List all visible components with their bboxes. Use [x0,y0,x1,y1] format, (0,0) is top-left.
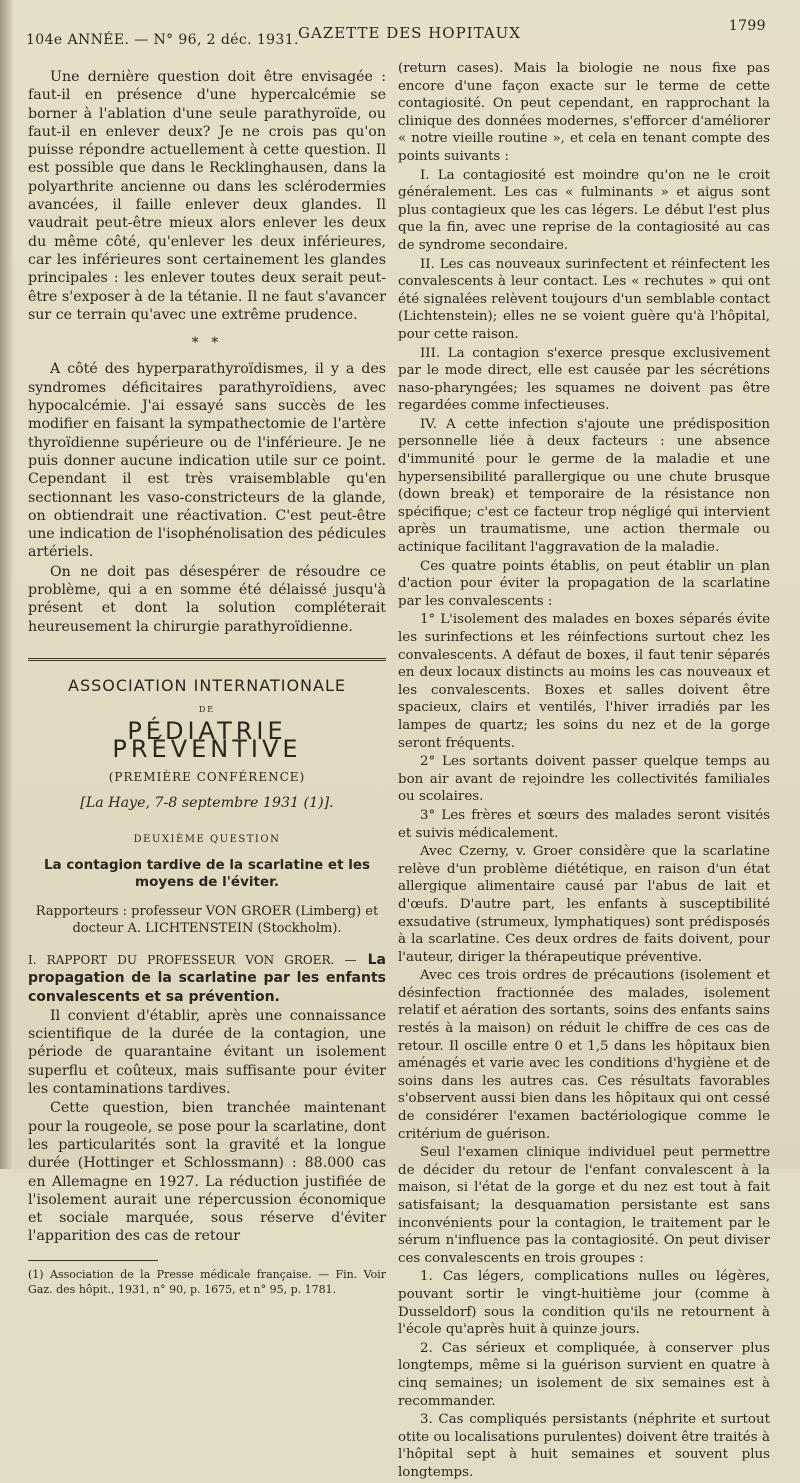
paragraph: Une dernière question doit être envisagée : faut-il en présence d'une hypercalcémie se borner à l'ablation d'une seule parathyroïde, ou faut-il en enlever deux? Je ne crois pas qu'on puisse répondre actuellement à cette question. Il est possible que dans le Recklinghausen, dans la polyarthrite ancienne ou dans les sclérodermies avancées, il faille enlever deux glandes. Il vaudrait peut-être mieux alors enlever les deux du même côté, qu'enlever les deux inférieures, car les inférieures sont certainement les glandes principales : les enlever toutes deux serait peut-être s'exposer à de la tétanie. Il ne faut s'avancer sur ce terrain qu'avec une extrême prudence. [28,69,386,323]
paragraph: Avec ces trois ordres de précautions (isolement et désinfection fractionnée des malades, isolement relatif et aération des sortants, soins des enfants sains restés à la maison) on réduit le chiffre de ces cas de retour. Il oscille entre 0 et 1,5 dans les hôpitaux bien aménagés et varie avec les conditions d'hygiène et de soins dans les autres cas. Ces résultats favorables s'observent aussi bien dans les hôpitaux qui ont cessé de considérer l'examen bactériologique comme le critérium de guérison. [398,968,770,1142]
footnote-rule [28,1260,158,1261]
paragraph: Seul l'examen clinique individuel peut permettre de décider du retour de l'enfant convalescent à la maison, si l'état de la gorge et du nez est tout à fait satisfaisant; la desquamation persistante est sans inconvénients pour la contagion, le traitement par le sérum n'influence pas la contagiosité. On peut diviser ces convalescents en trois groupes : [398,1145,770,1266]
section-lead: I. RAPPORT DU PROFESSEUR VON GROER. — [28,952,357,967]
paragraph: II. Les cas nouveaux surinfectent et réinfectent les convalescents à leur contact. Les « rechutes » qui ont été signalées relèvent toujours d'un semblable contact (Lichtenstein); elles ne se voient guère qu'à l'hôpital, pour cette raison. [398,256,770,342]
paragraph: Cette question, bien tranchée maintenant pour la rougeole, se pose pour la scarlatine, dont les particularités sont la gravité et la longue durée (Hottinger et Schlossmann) : 88.000 cas en Allemagne en 1927. La réduction justifiée de l'isolement aurait une répercussion économique et sociale marquée, sous réserve d'éviter l'apparition des cas de retour [28,1100,386,1245]
paragraph: Ces quatre points établis, on peut établir un plan d'action pour éviter la propagation de la scarlatine par les convalescents : [398,558,770,609]
reporters: Rapporteurs : professeur VON GROER (Limberg) et docteur A. LICHTENSTEIN (Stockholm). [35,903,379,936]
paragraph: 1° L'isolement des malades en boxes séparés évite les surinfections et les réinfections surtout chez les convalescents. A défaut de boxes, il faut tenir séparés en deux locaux distincts au moins les cas nouveaux et les convalescents. Boxes et salles doivent être spacieux, clairs et ventilés, l'hiver irradiés par les lampes de quartz; les soins du nez et de la gorge seront fréquents. [398,612,770,751]
conference-place: [La Haye, 7-8 septembre 1931 (1)]. [80,795,334,812]
association-big-title: PÉDIATRIE PRÉVENTIVE [112,716,302,763]
section-title: La propagation de la scarlatine par les enfants convalescents et sa prévention. [28,951,386,1005]
question-label: DEUXIÈME QUESTION [133,833,281,845]
paragraph: III. La contagion s'exerce presque exclusivement par le mode direct, elle est causée par les sécrétions naso-pharyngées; les squames ne doivent pas être regardées comme infectieuses. [398,345,770,414]
double-rule [28,658,386,661]
association-de: DE [198,705,216,715]
paragraph: On ne doit pas désespérer de résoudre ce problème, qui a en somme été délaissé jusqu'à présent et dont la solution compléterait heureusement la chirurgie parathyroïdienne. [28,563,386,635]
paragraph: IV. A cette infection s'ajoute une prédisposition personnelle liée à deux facteurs : une absence d'immunité pour le germe de la maladie et une hypersensibilité parallergique ou une chute brusque (down break) et temporaire de la résistance non spécifique; c'est ce facteur trop négligé qui intervient après un traumatisme, une action thermale ou actinique facilitant l'aggravation de la maladie. [398,416,770,556]
left-column [28,68,386,1297]
journal-title: GAZETTE DES HOPITAUX [298,24,521,42]
paragraph: Avec Czerny, v. Groer considère que la scarlatine relève d'un problème diététique, en raison d'un état allergique alimentaire causé par l'abus de lait et d'œufs. D'autre part, les enfants à susceptibilité exsudative (strumeux, lymphatiques) sont prédisposés à la scarlatine. Ces deux ordres de faits doivent, pour l'auteur, diriger la thérapeutique préventive. [398,844,770,965]
paragraph: 3° Les frères et sœurs des malades seront visités et suivis médicalement. [398,807,770,841]
page-binding-shadow [0,0,14,1169]
paragraph: Il convient d'établir, après une connaissance scientifique de la durée de la contagion, une période de quarantaine évitant un isolement superflu et coûteux, mais suffisante pour éviter les contaminations tardives. [28,1007,386,1098]
association-title: ASSOCIATION INTERNATIONALE [68,675,346,695]
paragraph: I. La contagiosité est moindre qu'on ne le croit généralement. Les cas « fulminants » et aigus sont plus contagieux que les cas légers. Le début l'est plus que la fin, avec une reprise de la contagiosité au cas de syndrome secondaire. [398,167,770,253]
paragraph: 1. Cas légers, complications nulles ou légères, pouvant sortir le vingt-huitième jour (comme à Dusseldorf) sous la condition qu'ils ne retournent à l'école qu'après huit à quinze jours. [398,1269,770,1338]
paragraph: 2° Les sortants doivent passer quelque temps au bon air avant de rejoindre les collectivités familiales ou scolaires. [398,754,770,805]
issue-info: 104e ANNÉE. — N° 96, 2 déc. 1931. [26,32,299,48]
section-separator: * * [191,335,223,352]
conference-subtitle: (PREMIÈRE CONFÉRENCE) [108,770,306,785]
paragraph: A côté des hyperparathyroïdismes, il y a des syndromes déficitaires parathyroïdiens, avec hypocalcémie. J'ai essayé sans succès de les modifier en faisant la sympathectomie de l'artère thyroïdienne supérieure ou de l'inférieure. Je ne puis donner aucune indication utile sur ce point. Cependant il est très vraisemblable qu'en sectionnant les vaso-constricteurs de la glande, on obtiendrait une réactivation. C'est peut-être une indication de l'isophénolisation des pédicules artériels. [28,361,386,561]
paragraph: 3. Cas compliqués persistants (néphrite et surtout otite ou localisations purulentes) doivent être traités à l'hôpital sept à huit semaines et souvent plus longtemps. [398,1412,770,1480]
question-heading: La contagion tardive de la scarlatine et les moyens de l'éviter. [43,856,371,890]
page-number: 1799 [728,18,766,34]
paragraph: 2. Cas sérieux et compliquée, à conserver plus longtemps, même si la guérison survient en quatre à cinq semaines; un isolement de six semaines est à recommander. [398,1340,770,1409]
right-column [398,60,770,1483]
section-heading [28,951,386,1006]
paragraph: (return cases). Mais la biologie ne nous fixe pas encore d'une façon exacte sur le terme de cette contagiosité. On peut cependant, en rapprochant la clinique des données modernes, s'efforcer d'améliorer « notre vieille routine », et cela en tenant compte des points suivants : [398,61,770,164]
footnote: (1) Association de la Presse médicale française. — Fin. Voir Gaz. des hôpit., 1931, n° 90, p. 1675, et n° 95, p. 1781. [28,1267,386,1296]
page-header [26,18,766,48]
